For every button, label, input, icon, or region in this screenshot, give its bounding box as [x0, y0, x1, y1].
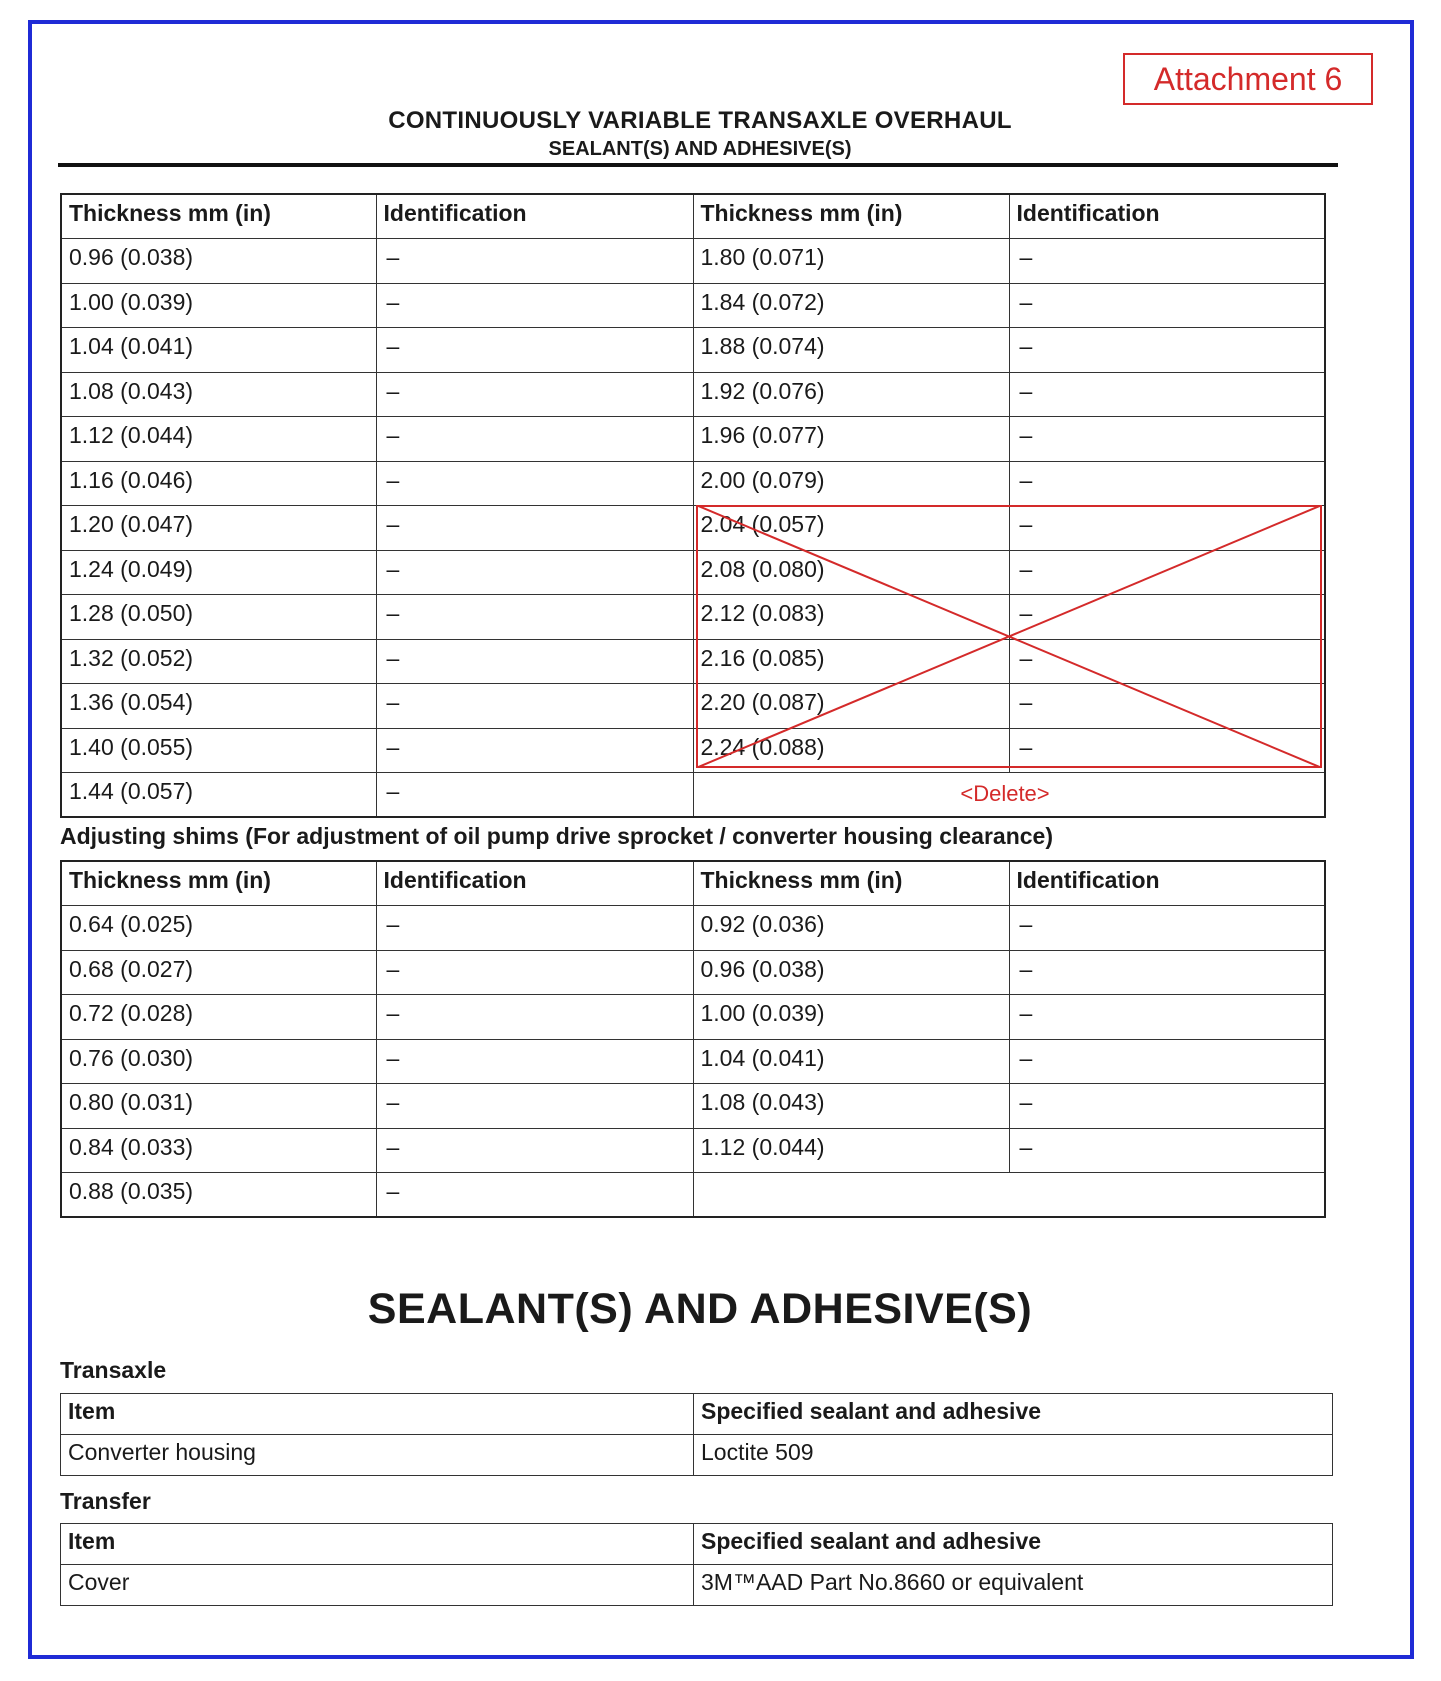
- table-cell: –: [376, 550, 693, 595]
- table-cell: –: [1009, 461, 1325, 506]
- table-cell: –: [376, 328, 693, 373]
- column-header: Identification: [1009, 194, 1325, 239]
- table-cell: –: [376, 684, 693, 729]
- table-row: [61, 1173, 1325, 1218]
- table-cell: 0.96 (0.038): [693, 950, 1009, 995]
- table-cell: 1.08 (0.043): [693, 1084, 1009, 1129]
- delete-cross-icon: [696, 505, 1322, 768]
- page-subtitle: SEALANT(S) AND ADHESIVE(S): [548, 138, 852, 160]
- table-cell: –: [1009, 1039, 1325, 1084]
- table-cell: –: [376, 773, 693, 818]
- table-cell: –: [376, 995, 693, 1040]
- table-cell: 1.28 (0.050): [61, 595, 376, 640]
- table-cell: 1.84 (0.072): [693, 283, 1009, 328]
- table-cell: –: [1009, 684, 1325, 729]
- table-cell: 1.80 (0.071): [693, 239, 1009, 284]
- table-cell: 2.20 (0.087): [693, 684, 1009, 729]
- table-cell: –: [1009, 506, 1325, 551]
- transaxle-caption: Transaxle: [60, 1357, 167, 1383]
- table-row: [61, 283, 1325, 328]
- table-cell: 1.16 (0.046): [61, 461, 376, 506]
- table-header-row: [61, 1394, 1333, 1435]
- table-cell: –: [376, 461, 693, 506]
- table-cell: –: [376, 728, 693, 773]
- table-cell: 2.12 (0.083): [693, 595, 1009, 640]
- column-header: Item: [61, 1394, 694, 1435]
- column-header: Identification: [1009, 861, 1325, 906]
- transfer-caption: Transfer: [60, 1488, 151, 1514]
- table-cell: 0.96 (0.038): [61, 239, 376, 284]
- table-cell: 0.84 (0.033): [61, 1128, 376, 1173]
- table-cell: –: [1009, 1084, 1325, 1129]
- table-cell: 1.36 (0.054): [61, 684, 376, 729]
- table-row: [61, 1128, 1325, 1173]
- table-cell: 1.04 (0.041): [61, 328, 376, 373]
- table-row: [61, 1435, 1333, 1476]
- table-cell: 2.00 (0.079): [693, 461, 1009, 506]
- table-cell: 1.12 (0.044): [61, 417, 376, 462]
- table-cell: –: [1009, 728, 1325, 773]
- delete-label: <Delete>: [960, 781, 1050, 806]
- table-cell: 1.92 (0.076): [693, 372, 1009, 417]
- table-cell: 1.44 (0.057): [61, 773, 376, 818]
- table-row: [61, 1039, 1325, 1084]
- table-cell: –: [376, 639, 693, 684]
- table-cell: 0.72 (0.028): [61, 995, 376, 1040]
- table-cell: –: [1009, 639, 1325, 684]
- table-cell: –: [1009, 372, 1325, 417]
- table-cell: 0.92 (0.036): [693, 906, 1009, 951]
- table-cell: –: [1009, 995, 1325, 1040]
- table-cell: 0.68 (0.027): [61, 950, 376, 995]
- table-cell: 1.24 (0.049): [61, 550, 376, 595]
- table-cell: –: [1009, 906, 1325, 951]
- table-cell-empty: [693, 1173, 1325, 1218]
- table-cell: –: [376, 906, 693, 951]
- table-row: [61, 461, 1325, 506]
- table-header-row: [61, 1524, 1333, 1565]
- table-cell: 1.96 (0.077): [693, 417, 1009, 462]
- column-header: Thickness mm (in): [693, 861, 1009, 906]
- attachment-label: Attachment 6: [1123, 53, 1373, 105]
- table-cell: 2.08 (0.080): [693, 550, 1009, 595]
- table-cell: Cover: [61, 1565, 694, 1606]
- thickness-table-2: [60, 860, 1326, 1218]
- column-header: Thickness mm (in): [693, 194, 1009, 239]
- table-header-row: [61, 861, 1325, 906]
- table-cell: 1.12 (0.044): [693, 1128, 1009, 1173]
- shims-caption: Adjusting shims (For adjustment of oil pump drive sprocket / converter housing clearance): [60, 823, 1054, 849]
- table-cell: –: [376, 239, 693, 284]
- table-row: [61, 328, 1325, 373]
- table-row: [61, 906, 1325, 951]
- column-header: Item: [61, 1524, 694, 1565]
- table-header-row: [61, 194, 1325, 239]
- table-cell: 1.00 (0.039): [61, 283, 376, 328]
- column-header: Thickness mm (in): [61, 861, 376, 906]
- table-cell: –: [1009, 417, 1325, 462]
- table-cell: –: [376, 283, 693, 328]
- table-cell: –: [1009, 595, 1325, 640]
- table-cell: –: [376, 1173, 693, 1218]
- table-cell: 1.08 (0.043): [61, 372, 376, 417]
- table-cell: –: [376, 595, 693, 640]
- column-header: Identification: [376, 861, 693, 906]
- table-cell: 2.16 (0.085): [693, 639, 1009, 684]
- section-title: SEALANT(S) AND ADHESIVE(S): [367, 1285, 1033, 1333]
- column-header: Specified sealant and adhesive: [694, 1394, 1333, 1435]
- table-cell: 1.32 (0.052): [61, 639, 376, 684]
- table-cell: 1.00 (0.039): [693, 995, 1009, 1040]
- table-cell: –: [1009, 328, 1325, 373]
- table-cell: –: [376, 506, 693, 551]
- table-cell: –: [1009, 239, 1325, 284]
- table-row: [61, 239, 1325, 284]
- table-cell: 3M™AAD Part No.8660 or equivalent: [694, 1565, 1333, 1606]
- table-cell: –: [1009, 950, 1325, 995]
- table-cell: 1.40 (0.055): [61, 728, 376, 773]
- table-cell: –: [376, 372, 693, 417]
- table-row: [61, 1084, 1325, 1129]
- table-cell: 2.24 (0.088): [693, 728, 1009, 773]
- table-cell: 0.88 (0.035): [61, 1173, 376, 1218]
- table-cell: 0.76 (0.030): [61, 1039, 376, 1084]
- table-row: [61, 950, 1325, 995]
- table-cell: 0.80 (0.031): [61, 1084, 376, 1129]
- column-header: Identification: [376, 194, 693, 239]
- transaxle-table: [60, 1393, 1333, 1476]
- page-title: CONTINUOUSLY VARIABLE TRANSAXLE OVERHAUL: [388, 107, 1012, 134]
- table-cell: –: [1009, 550, 1325, 595]
- table-cell: –: [376, 950, 693, 995]
- table-cell: 1.04 (0.041): [693, 1039, 1009, 1084]
- header-rule: [58, 163, 1338, 167]
- table-cell: 2.04 (0.057): [693, 506, 1009, 551]
- table-cell: Converter housing: [61, 1435, 694, 1476]
- table-cell: Loctite 509: [694, 1435, 1333, 1476]
- table-cell: –: [376, 1039, 693, 1084]
- table-cell: 0.64 (0.025): [61, 906, 376, 951]
- table-cell: –: [1009, 283, 1325, 328]
- table-cell: 1.88 (0.074): [693, 328, 1009, 373]
- table-cell: –: [376, 417, 693, 462]
- table-cell: 1.20 (0.047): [61, 506, 376, 551]
- table-cell: –: [376, 1128, 693, 1173]
- table-row: [61, 1565, 1333, 1606]
- table-row: [61, 995, 1325, 1040]
- column-header: Specified sealant and adhesive: [694, 1524, 1333, 1565]
- table-row: [61, 773, 1325, 818]
- table-row: [61, 372, 1325, 417]
- transfer-table: [60, 1523, 1333, 1606]
- table-cell: –: [376, 1084, 693, 1129]
- table-row: [61, 417, 1325, 462]
- table-cell: –: [1009, 1128, 1325, 1173]
- column-header: Thickness mm (in): [61, 194, 376, 239]
